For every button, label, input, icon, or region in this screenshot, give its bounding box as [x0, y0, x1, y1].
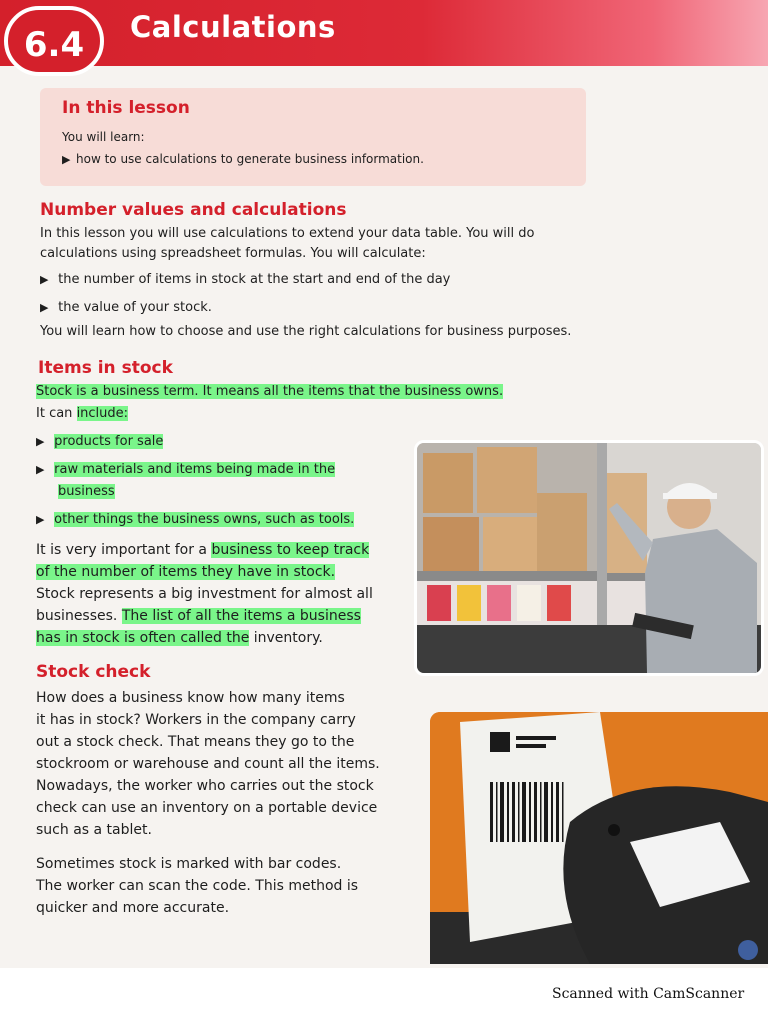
paragraph-line: How does a business know how many items: [36, 690, 345, 706]
bullet-arrow-icon: ▶: [62, 153, 71, 166]
bullet-arrow-icon: ▶: [40, 301, 49, 314]
list-item: ▶ raw materials and items being made in the: [36, 460, 335, 480]
paragraph-line: such as a tablet.: [36, 822, 152, 838]
paragraph-line: Stock is a business term. It means all the items that the business owns.: [36, 384, 504, 399]
lesson-item: ▶ how to use calculations to generate business information.: [62, 152, 424, 166]
paragraph-line: quicker and more accurate.: [36, 900, 230, 916]
bullet-arrow-icon: ▶: [36, 435, 45, 448]
section-heading-number-values: Number values and calculations: [40, 200, 347, 220]
list-item: ▶ the number of items in stock at the start and end of the day: [40, 270, 450, 290]
header-banner: [0, 0, 768, 66]
lesson-subheading: You will learn:: [62, 130, 145, 144]
paragraph-line: out a stock check. That means they go to the: [36, 734, 355, 750]
list-item-continuation: business: [58, 484, 115, 499]
warehouse-worker-photo: [414, 440, 764, 676]
bullet-arrow-icon: ▶: [40, 273, 49, 286]
paragraph-line: In this lesson you will use calculations to extend your data table. You will do: [40, 226, 535, 241]
paragraph-line: businesses. The list of all the items a business: [36, 608, 361, 624]
bullet-arrow-icon: ▶: [36, 463, 45, 476]
paragraph-line: It can include:: [36, 406, 129, 421]
paragraph-line: You will learn how to choose and use the right calculations for business purposes.: [40, 324, 572, 339]
paragraph-line: Nowadays, the worker who carries out the stock: [36, 778, 374, 794]
barcode-scanner-photo: [430, 712, 768, 964]
page-title: Calculations: [130, 10, 336, 44]
list-item: ▶ the value of your stock.: [40, 298, 212, 318]
barcode-scanner-illustration: [430, 712, 768, 964]
paragraph-line: calculations using spreadsheet formulas. You will calculate:: [40, 246, 426, 261]
paragraph-line: it has in stock? Workers in the company carry: [36, 712, 356, 728]
scanner-watermark: Scanned with CamScanner: [552, 986, 745, 1002]
paragraph-line: check can use an inventory on a portable device: [36, 800, 378, 816]
section-heading-stock-check: Stock check: [36, 662, 151, 682]
paragraph-line: The worker can scan the code. This method is: [36, 878, 359, 894]
paragraph-line: stockroom or warehouse and count all the items.: [36, 756, 380, 772]
bullet-arrow-icon: ▶: [36, 513, 45, 526]
paragraph-line: It is very important for a business to keep track: [36, 542, 370, 558]
paragraph-line: Stock represents a big investment for almost all: [36, 586, 373, 602]
list-item: ▶ other things the business owns, such as tools.: [36, 510, 354, 530]
paragraph-line: has in stock is often called the inventory.: [36, 630, 323, 646]
lesson-objectives-box: [40, 88, 586, 186]
paragraph-line: Sometimes stock is marked with bar codes.: [36, 856, 342, 872]
lesson-heading: In this lesson: [62, 98, 190, 118]
paragraph-line: of the number of items they have in stock.: [36, 564, 336, 580]
section-heading-items-in-stock: Items in stock: [38, 358, 173, 378]
list-item: ▶ products for sale: [36, 432, 163, 452]
lesson-number-badge: 6.4: [4, 6, 104, 76]
warehouse-illustration: [417, 443, 761, 673]
